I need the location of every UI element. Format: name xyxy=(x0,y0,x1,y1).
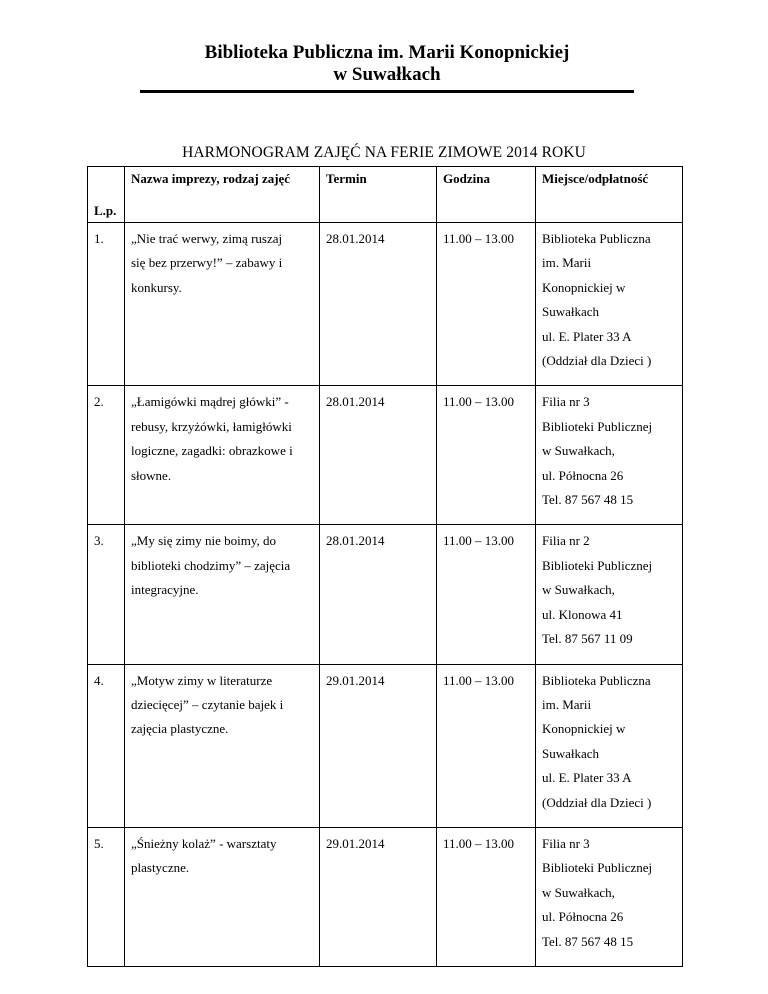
cell-date-text: 28.01.2014 xyxy=(326,394,385,410)
cell-place-line: Tel. 87 567 11 09 xyxy=(542,631,633,647)
cell-place-line: ul. Północna 26 xyxy=(542,467,624,483)
cell-place-line: Filia nr 2 xyxy=(542,533,590,549)
cell-event-name-line: słowne. xyxy=(131,467,172,483)
cell-event-name-line: „Łamigówki mądrej główki” - xyxy=(131,394,289,410)
cell-place-line: Filia nr 3 xyxy=(542,394,590,410)
cell-event-name xyxy=(125,827,320,966)
table-body xyxy=(88,223,683,967)
column-header-hours: Godzina xyxy=(437,167,536,223)
cell-event-name-line: integracyjne. xyxy=(131,582,199,598)
cell-place-line: im. Marii xyxy=(542,696,592,712)
cell-lp xyxy=(88,386,125,525)
cell-place-line: ul. Północna 26 xyxy=(542,909,624,925)
column-header-place: Miejsce/odpłatność xyxy=(536,167,683,223)
cell-event-name xyxy=(125,223,320,386)
cell-place-line: w Suwałkach, xyxy=(542,443,615,459)
cell-place-line: Suwałkach xyxy=(542,304,600,320)
cell-event-name-line: konkursy. xyxy=(131,279,182,295)
cell-event-name-line: rebusy, krzyżówki, łamigłówki xyxy=(131,418,292,434)
cell-place-line: Biblioteka Publiczna xyxy=(542,672,651,688)
cell-date xyxy=(320,664,437,827)
cell-date-text: 28.01.2014 xyxy=(326,533,385,549)
cell-place-line: Konopnickiej w xyxy=(542,279,626,295)
library-city: w Suwałkach xyxy=(333,64,441,85)
document-title: HARMONOGRAM ZAJĘĆ NA FERIE ZIMOWE 2014 ROKU xyxy=(182,144,586,161)
cell-event-name-line: „Nie trać werwy, zimą ruszaj xyxy=(131,231,283,246)
cell-event-name-line: „Śnieżny kolaż” - warsztaty xyxy=(131,835,277,851)
cell-place-line: Biblioteki Publicznej xyxy=(542,860,653,876)
cell-event-name-line: dziecięcej” – czytanie bajek i xyxy=(131,696,284,712)
cell-hours xyxy=(437,827,536,966)
cell-place-line: w Suwałkach, xyxy=(542,582,615,598)
cell-event-name xyxy=(125,386,320,525)
column-header-name: Nazwa imprezy, rodzaj zajęć xyxy=(125,167,320,223)
table-row xyxy=(88,223,683,386)
table-header-row xyxy=(88,167,683,223)
cell-event-name-line: się bez przerwy!” – zabawy i xyxy=(131,255,283,271)
cell-place xyxy=(536,827,683,966)
cell-lp-text: 5. xyxy=(94,835,104,851)
cell-lp xyxy=(88,223,125,386)
cell-place-line: (Oddział dla Dzieci ) xyxy=(542,794,652,810)
cell-place-line: Biblioteka Publiczna xyxy=(542,231,651,246)
header-divider xyxy=(140,90,634,93)
cell-place-line: Biblioteki Publicznej xyxy=(542,557,653,573)
cell-date xyxy=(320,827,437,966)
cell-hours xyxy=(437,525,536,664)
cell-hours-text: 11.00 – 13.00 xyxy=(443,835,515,851)
cell-date xyxy=(320,525,437,664)
cell-lp xyxy=(88,827,125,966)
cell-lp-text: 3. xyxy=(94,533,104,549)
cell-date xyxy=(320,223,437,386)
cell-place xyxy=(536,223,683,386)
column-header-date: Termin xyxy=(320,167,437,223)
cell-place-line: im. Marii xyxy=(542,255,592,271)
cell-event-name-line: zajęcia plastyczne. xyxy=(131,721,229,737)
library-name: Biblioteka Publiczna im. Marii Konopnickiej xyxy=(204,42,570,63)
cell-hours-text: 11.00 – 13.00 xyxy=(443,394,515,410)
table-row xyxy=(88,664,683,827)
cell-event-name-line: „Motyw zimy w literaturze xyxy=(131,672,273,688)
table-row xyxy=(88,386,683,525)
cell-hours-text: 11.00 – 13.00 xyxy=(443,533,515,549)
cell-event-name-line: logiczne, zagadki: obrazkowe i xyxy=(131,443,293,459)
cell-lp-text: 4. xyxy=(94,672,104,688)
cell-event-name xyxy=(125,664,320,827)
table-row xyxy=(88,827,683,966)
cell-place xyxy=(536,386,683,525)
cell-lp xyxy=(88,525,125,664)
cell-place xyxy=(536,664,683,827)
cell-date xyxy=(320,386,437,525)
cell-hours-text: 11.00 – 13.00 xyxy=(443,231,515,246)
cell-event-name xyxy=(125,525,320,664)
cell-hours xyxy=(437,664,536,827)
cell-place-line: Tel. 87 567 48 15 xyxy=(542,492,634,508)
cell-event-name-line: plastyczne. xyxy=(131,860,190,876)
cell-event-name-line: „My się zimy nie boimy, do xyxy=(131,533,277,549)
cell-lp-text: 2. xyxy=(94,394,104,410)
cell-hours xyxy=(437,386,536,525)
cell-hours xyxy=(437,223,536,386)
cell-place-line: Biblioteki Publicznej xyxy=(542,418,653,434)
cell-date-text: 28.01.2014 xyxy=(326,231,385,246)
cell-lp xyxy=(88,664,125,827)
cell-date-text: 29.01.2014 xyxy=(326,835,385,851)
cell-place-line: ul. E. Plater 33 A xyxy=(542,770,632,786)
cell-date-text: 29.01.2014 xyxy=(326,672,385,688)
cell-place-line: w Suwałkach, xyxy=(542,884,615,900)
cell-lp-text: 1. xyxy=(94,231,104,246)
cell-place-line: Suwałkach xyxy=(542,745,600,761)
column-header-lp: L.p. xyxy=(88,167,125,223)
cell-place-line: Konopnickiej w xyxy=(542,721,626,737)
cell-place-line: ul. E. Plater 33 A xyxy=(542,328,632,344)
library-header xyxy=(140,42,634,86)
cell-place-line: ul. Klonowa 41 xyxy=(542,606,623,622)
cell-hours-text: 11.00 – 13.00 xyxy=(443,672,515,688)
cell-place-line: Filia nr 3 xyxy=(542,835,590,851)
cell-place-line: Tel. 87 567 48 15 xyxy=(542,933,634,949)
table-row xyxy=(88,525,683,664)
cell-place-line: (Oddział dla Dzieci ) xyxy=(542,353,652,369)
cell-event-name-line: biblioteki chodzimy” – zajęcia xyxy=(131,557,291,573)
cell-place xyxy=(536,525,683,664)
schedule-table xyxy=(87,166,683,967)
